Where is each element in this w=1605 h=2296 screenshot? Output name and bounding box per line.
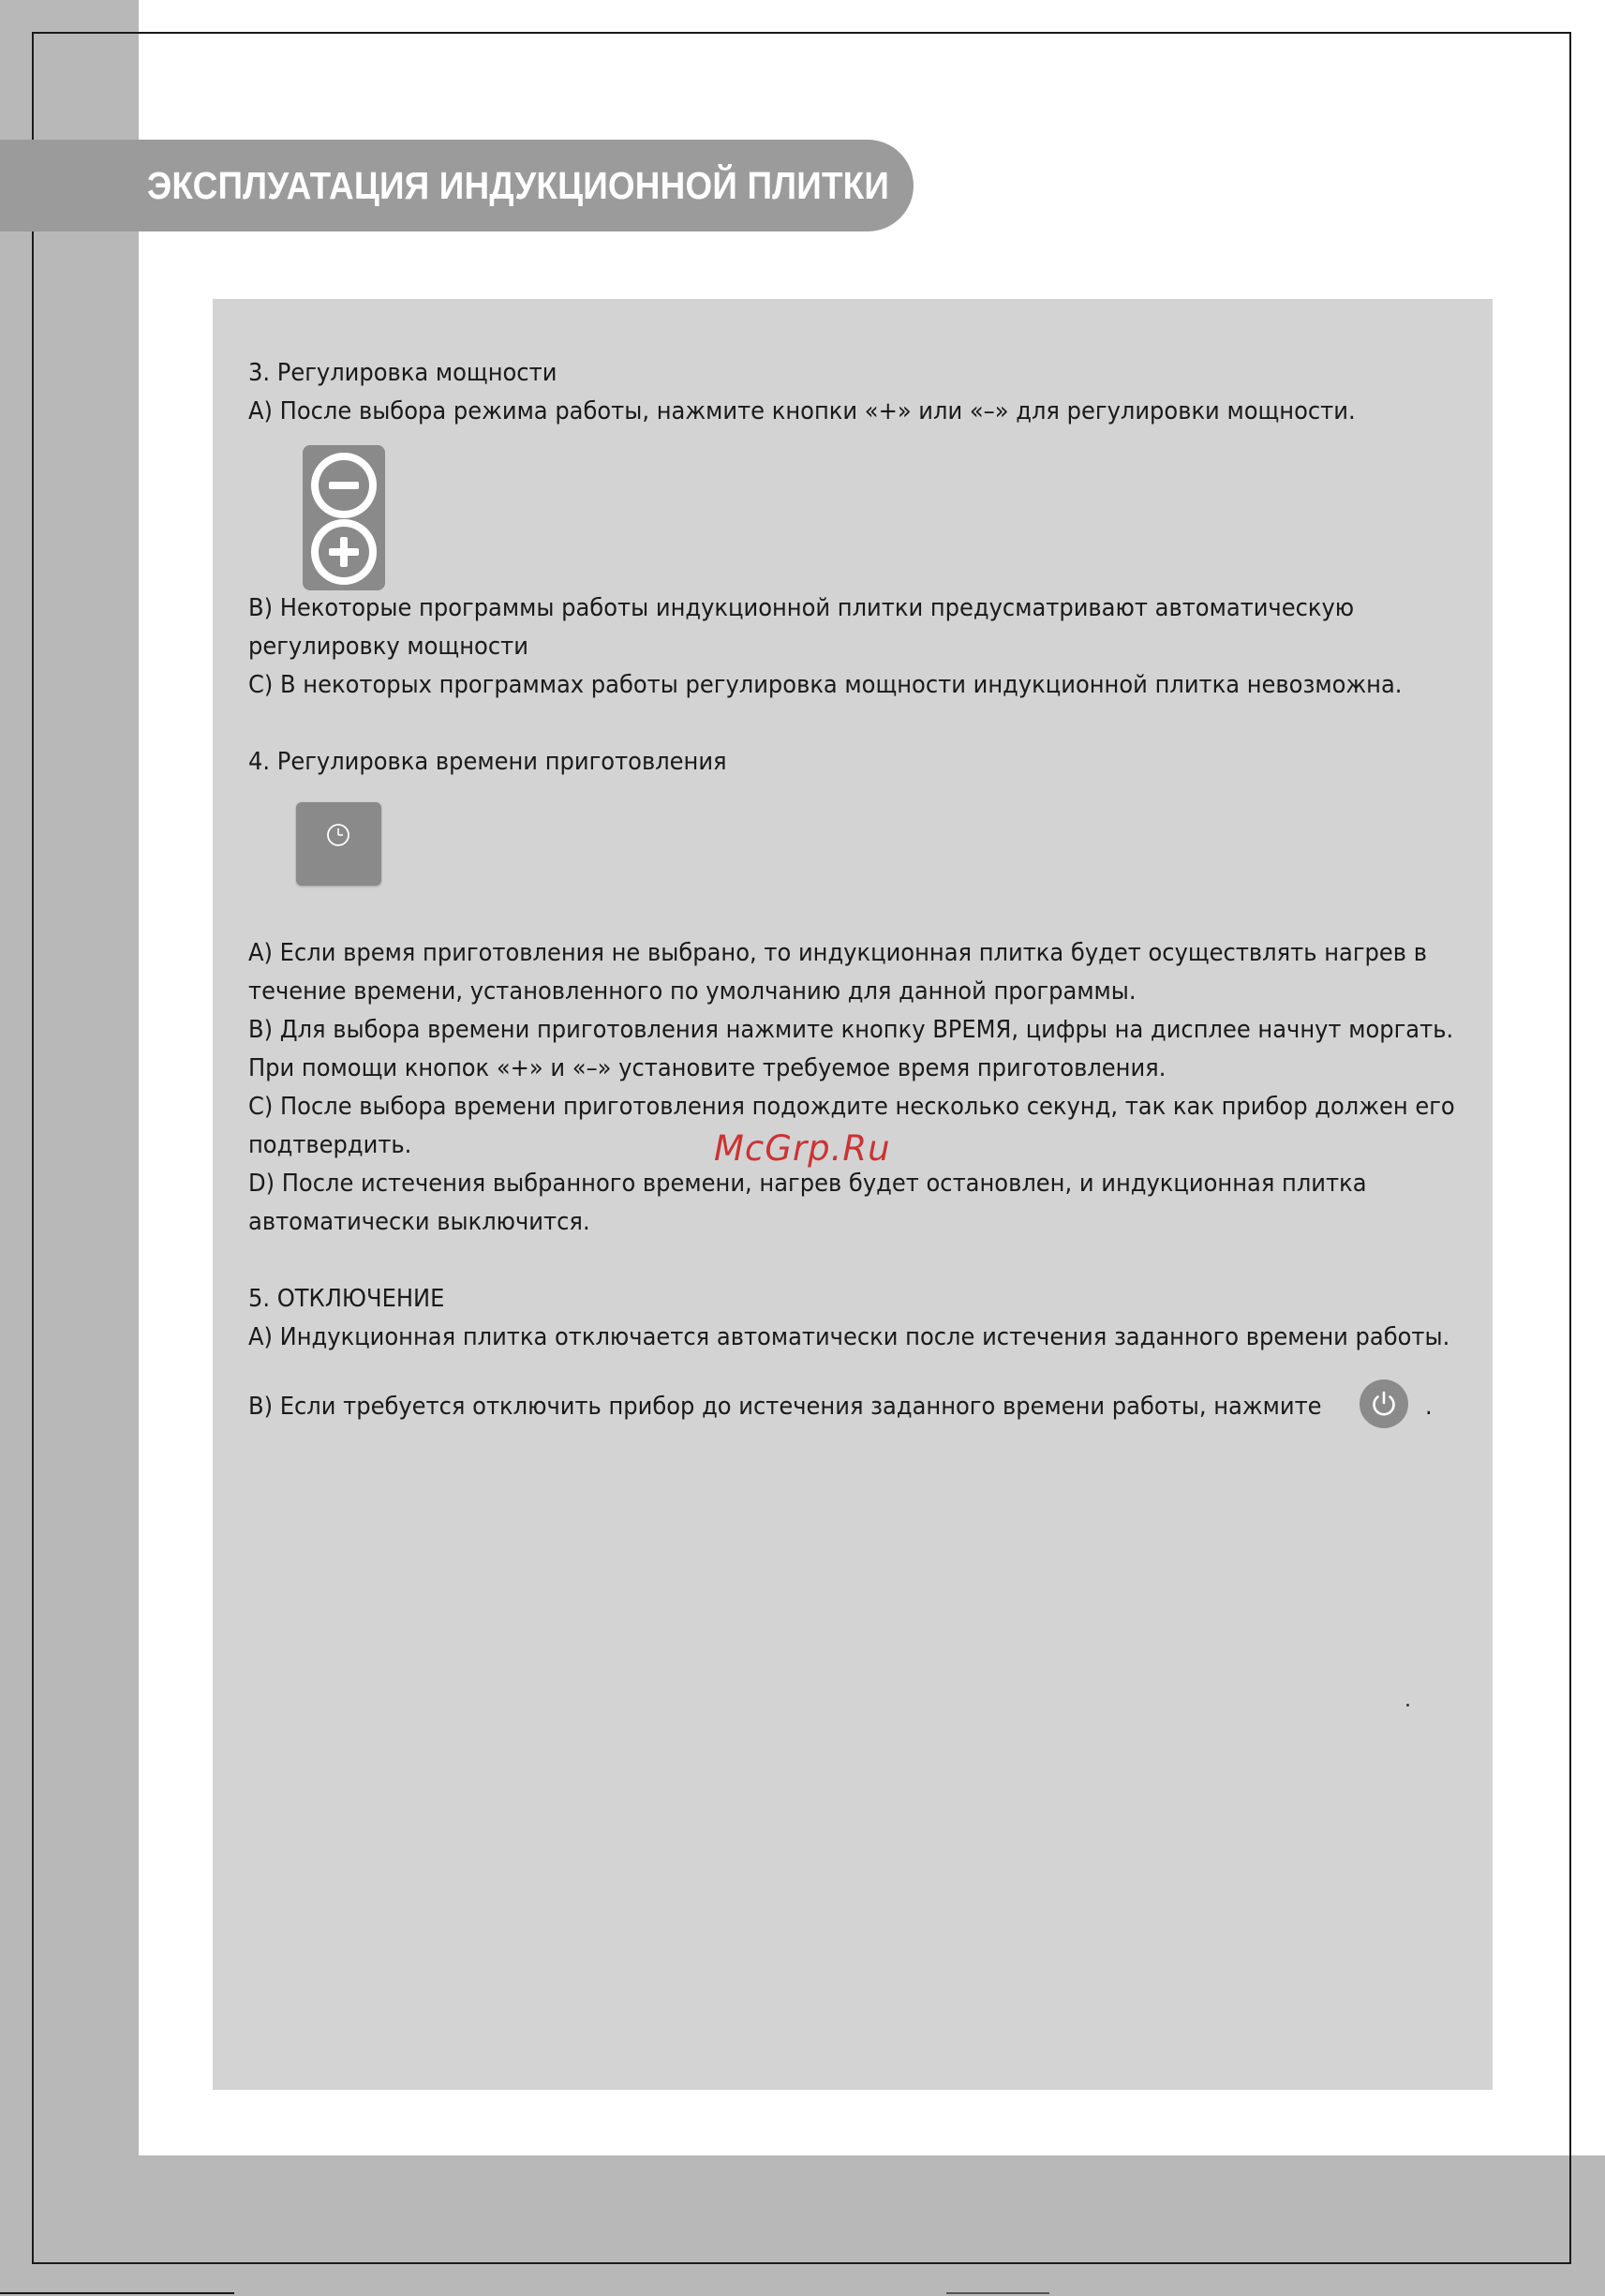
section-header bbox=[0, 140, 914, 231]
stray-dot bbox=[1406, 1704, 1409, 1707]
plus-minus-buttons bbox=[303, 445, 385, 590]
text-line: B) Некоторые программы работы индукционной плитки предусматривают автоматическую bbox=[248, 594, 1355, 622]
power-button bbox=[1360, 1379, 1408, 1428]
text-line: С) После выбора времени приготовления подождите несколько секунд, так как прибор должен его bbox=[248, 1093, 1455, 1121]
text-line: A) После выбора режима работы, нажмите кнопки «+» или «–» для регулировки мощности. bbox=[248, 397, 1356, 425]
clock-icon bbox=[296, 802, 381, 886]
heading-cooking-time: 4. Регулировка времени приготовления bbox=[248, 748, 727, 776]
text-line: В) Для выбора времени приготовления нажмите кнопку ВРЕМЯ, цифры на дисплее начнут моргать. bbox=[248, 1016, 1454, 1044]
text-line: течение времени, установленного по умолчанию для данной программы. bbox=[248, 977, 1137, 1006]
text-line: С) В некоторых программах работы регулировка мощности индукционной плитка невозможна. bbox=[248, 671, 1403, 699]
bottom-rule bbox=[0, 2292, 234, 2294]
text-line: регулировку мощности bbox=[248, 633, 528, 661]
watermark: McGrp.Ru bbox=[714, 1128, 891, 1169]
text-line: D) После истечения выбранного времени, нагрев будет остановлен, и индукционная плитка bbox=[248, 1170, 1367, 1198]
text-line: А) Индукционная плитка отключается автоматически после истечения заданного времени работы. bbox=[248, 1323, 1450, 1351]
heading-shutdown: 5. ОТКЛЮЧЕНИЕ bbox=[248, 1285, 445, 1313]
bottom-mark bbox=[946, 2292, 1049, 2294]
text-line: При помощи кнопок «+» и «–» установите требуемое время приготовления. bbox=[248, 1054, 1167, 1082]
sentence-period: . bbox=[1425, 1393, 1433, 1421]
power-icon bbox=[1360, 1379, 1408, 1428]
heading-power-adjust: 3. Регулировка мощности bbox=[248, 359, 557, 387]
text-line: А) Если время приготовления не выбрано, то индукционная плитка будет осуществлять нагрев в bbox=[248, 939, 1427, 967]
text-line: автоматически выключится. bbox=[248, 1208, 590, 1236]
time-button bbox=[296, 802, 381, 886]
plus-icon bbox=[311, 519, 377, 585]
section-title: ЭКСПЛУАТАЦИЯ ИНДУКЦИОННОЙ ПЛИТКИ bbox=[147, 164, 890, 207]
minus-icon bbox=[311, 453, 377, 518]
text-line: В) Если требуется отключить прибор до истечения заданного времени работы, нажмите bbox=[248, 1393, 1322, 1421]
text-line: подтвердить. bbox=[248, 1131, 412, 1159]
